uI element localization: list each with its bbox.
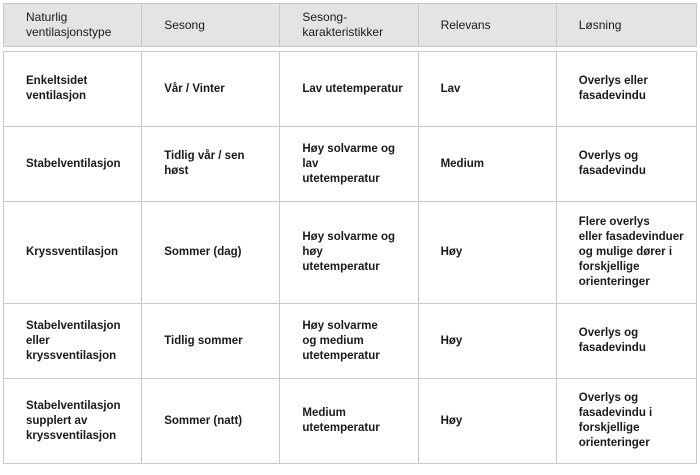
table-row [4,127,697,202]
table-row [4,202,697,304]
header-solution: Løsning [556,4,696,47]
cell-type: Stabelventilasjon supplert av kryssventilasjon [4,379,142,464]
cell-characteristics: Medium utetemperatur [280,379,418,464]
cell-solution: Overlys eller fasadevindu [556,52,696,127]
header-season-characteristics: Sesong- karakteristikker [280,4,418,47]
ventilation-table-container [3,3,697,472]
cell-type: Stabelventilasjon [4,127,142,202]
cell-relevance: Høy [418,379,556,464]
cell-solution: Overlys og fasadevindu [556,304,696,379]
table-row [4,379,697,464]
cell-season: Tidlig sommer [142,304,280,379]
cell-relevance: Lav [418,52,556,127]
cell-relevance: Høy [418,202,556,304]
cell-type: Kryssventilasjon [4,202,142,304]
table-row [4,52,697,127]
cell-relevance: Høy [418,304,556,379]
header-ventilation-type: Naturlig ventilasjonstype [4,4,142,47]
table-header [4,4,697,47]
cell-season: Sommer (natt) [142,379,280,464]
cell-characteristics: Høy solvarme og høy utetemperatur [280,202,418,304]
cell-solution: Overlys og fasadevindu [556,127,696,202]
header-row [4,4,697,47]
table-row [4,304,697,379]
cell-season: Vår / Vinter [142,52,280,127]
cell-relevance: Medium [418,127,556,202]
cell-solution: Overlys og fasadevindu i forskjellige orienteringer [556,379,696,464]
cell-type: Stabelventilasjon eller kryssventilasjon [4,304,142,379]
cell-characteristics: Høy solvarme og lav utetemperatur [280,127,418,202]
cell-solution: Flere overlys eller fasadevinduer og mulige dører i forskjellige orienteringer [556,202,696,304]
cell-season: Tidlig vår / sen høst [142,127,280,202]
header-season: Sesong [142,4,280,47]
cell-characteristics: Lav utetemperatur [280,52,418,127]
table-body [4,47,697,464]
ventilation-table [3,3,697,464]
cell-characteristics: Høy solvarme og medium utetemperatur [280,304,418,379]
cell-type: Enkeltsidet ventilasjon [4,52,142,127]
header-relevance: Relevans [418,4,556,47]
cell-season: Sommer (dag) [142,202,280,304]
